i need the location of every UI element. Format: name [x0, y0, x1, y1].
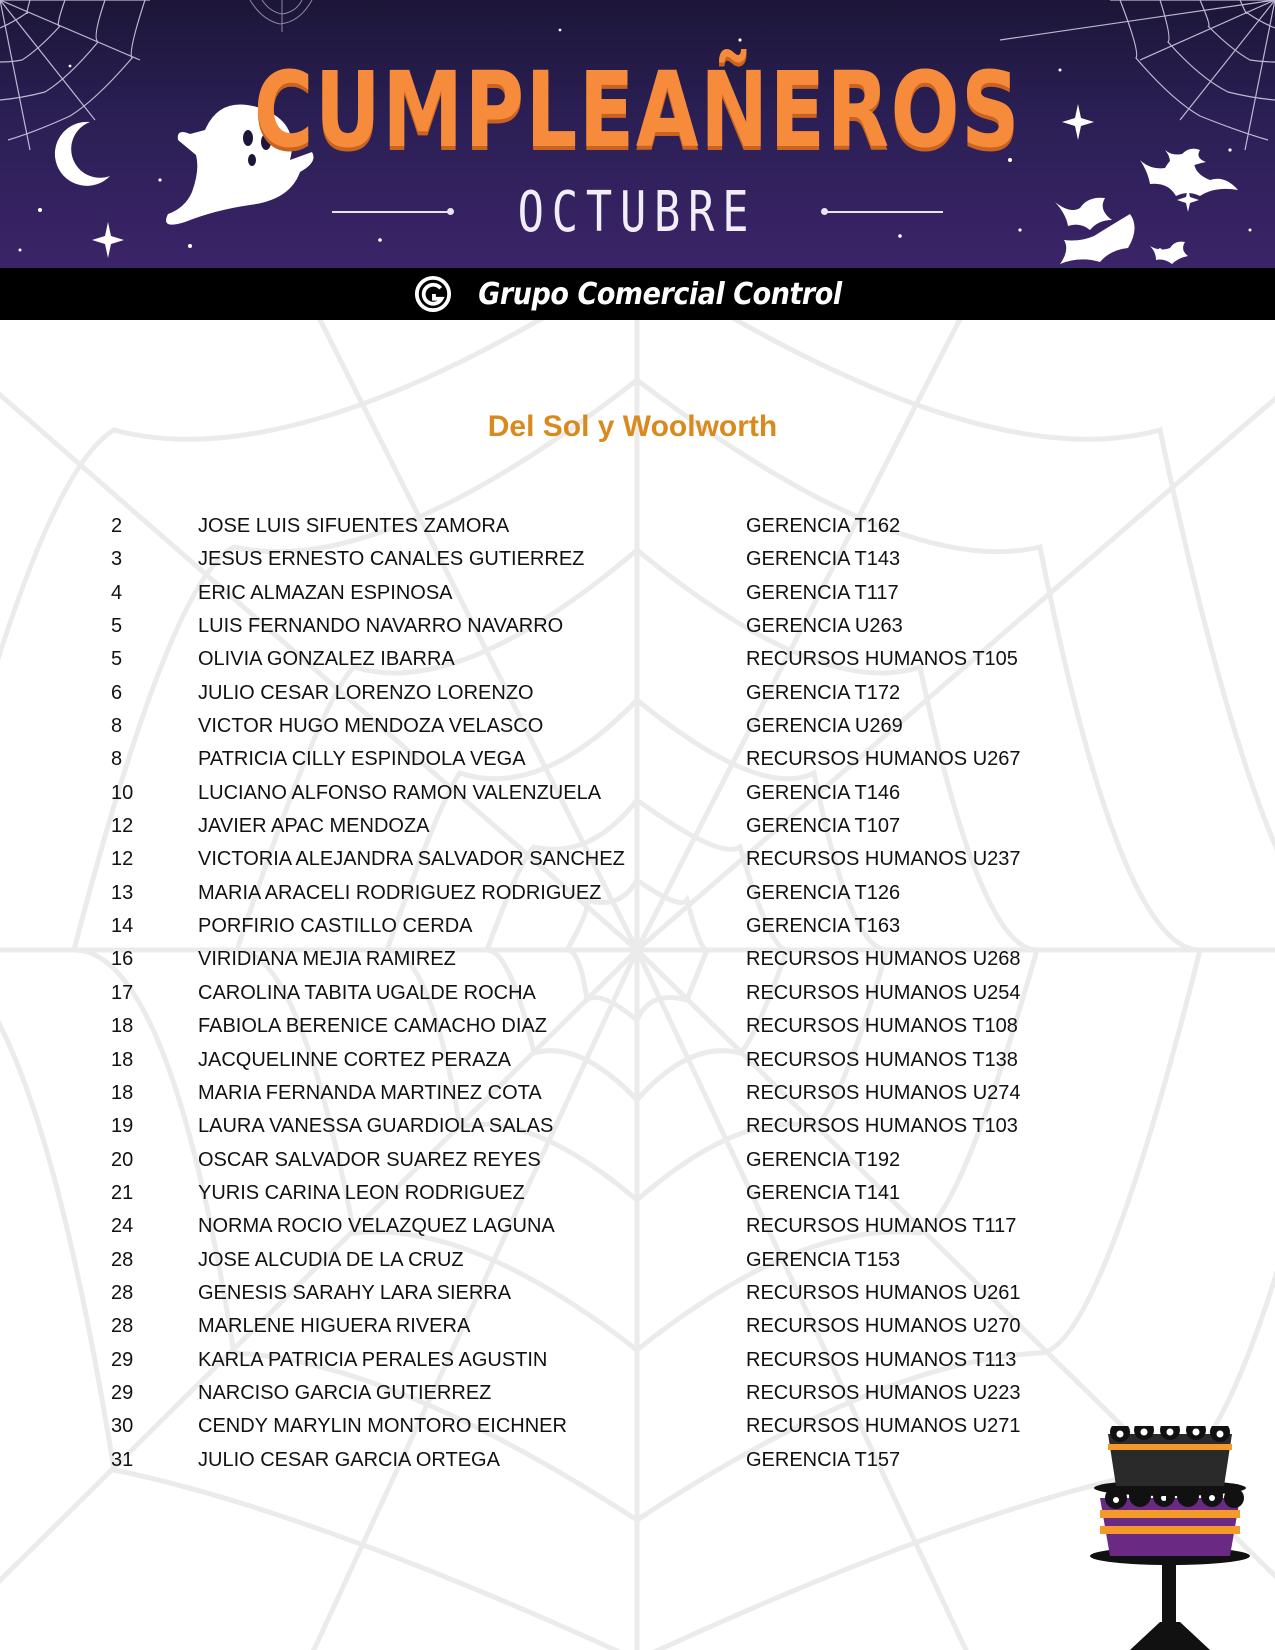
birthday-day: 18 — [111, 1048, 134, 1071]
birthday-row — [0, 877, 1275, 910]
birthday-day: 29 — [111, 1348, 134, 1371]
birthday-row — [0, 777, 1275, 810]
birthday-row — [0, 1310, 1275, 1343]
moon-icon — [55, 122, 110, 186]
department: RECURSOS HUMANOS U237 — [746, 848, 1021, 871]
birthday-day: 20 — [111, 1148, 134, 1171]
birthday-row — [0, 743, 1275, 776]
employee-name: JESUS ERNESTO CANALES GUTIERREZ — [198, 548, 585, 571]
birthday-row — [0, 1410, 1275, 1443]
department: GERENCIA T163 — [746, 915, 901, 938]
department: RECURSOS HUMANOS U254 — [746, 981, 1021, 1004]
banner-subtitle: OCTUBRE — [518, 179, 757, 245]
banner-title: CUMPLEAÑEROS — [253, 49, 1022, 171]
employee-name: KARLA PATRICIA PERALES AGUSTIN — [198, 1348, 548, 1371]
department: GERENCIA T153 — [746, 1248, 901, 1271]
department: RECURSOS HUMANOS T113 — [746, 1348, 1017, 1371]
birthday-day: 5 — [111, 615, 123, 638]
birthday-day: 4 — [111, 581, 123, 604]
employee-name: JULIO CESAR GARCIA ORTEGA — [198, 1448, 500, 1471]
birthday-day: 10 — [111, 781, 134, 804]
birthday-row — [0, 510, 1275, 543]
birthday-day: 19 — [111, 1115, 134, 1138]
birthday-row — [0, 1377, 1275, 1410]
birthday-row — [0, 1244, 1275, 1277]
employee-name: OSCAR SALVADOR SUAREZ REYES — [198, 1148, 541, 1171]
employee-name: JULIO CESAR LORENZO LORENZO — [198, 681, 534, 704]
birthday-row — [0, 610, 1275, 643]
divider-line — [825, 211, 943, 213]
employee-name: MARIA ARACELI RODRIGUEZ RODRIGUEZ — [198, 881, 602, 904]
birthday-day: 3 — [111, 548, 123, 571]
department: GERENCIA T107 — [746, 815, 901, 838]
birthday-day: 31 — [111, 1448, 134, 1471]
birthday-day: 14 — [111, 915, 134, 938]
birthday-row — [0, 543, 1275, 576]
birthday-day: 2 — [111, 515, 123, 537]
birthday-day: 30 — [111, 1415, 134, 1438]
employee-name: JAVIER APAC MENDOZA — [198, 815, 430, 838]
birthday-day: 6 — [111, 681, 123, 704]
birthday-day: 21 — [111, 1181, 134, 1204]
birthday-day: 16 — [111, 948, 134, 971]
cake-stand-icon — [1090, 1426, 1260, 1650]
department: RECURSOS HUMANOS U271 — [746, 1415, 1021, 1438]
employee-name: PATRICIA CILLY ESPINDOLA VEGA — [198, 748, 526, 771]
birthday-day: 28 — [111, 1315, 134, 1338]
birthday-row — [0, 577, 1275, 610]
department: RECURSOS HUMANOS U274 — [746, 1081, 1021, 1104]
birthday-row — [0, 710, 1275, 743]
department: GERENCIA T126 — [746, 881, 901, 904]
section-title: Del Sol y Woolworth — [487, 410, 778, 443]
department: GERENCIA T192 — [746, 1148, 901, 1171]
department: GERENCIA T141 — [746, 1181, 901, 1204]
employee-name: MARLENE HIGUERA RIVERA — [198, 1315, 471, 1338]
birthday-row — [0, 1110, 1275, 1143]
employee-name: LUIS FERNANDO NAVARRO NAVARRO — [198, 615, 564, 638]
birthday-list — [0, 510, 1275, 1477]
department: RECURSOS HUMANOS T105 — [746, 648, 1018, 671]
employee-name: YURIS CARINA LEON RODRIGUEZ — [198, 1181, 525, 1204]
grupo-control-logo-icon — [414, 275, 452, 313]
employee-name: LAURA VANESSA GUARDIOLA SALAS — [198, 1115, 554, 1138]
employee-name: LUCIANO ALFONSO RAMON VALENZUELA — [198, 781, 602, 804]
birthday-day: 12 — [111, 848, 134, 871]
birthday-day: 29 — [111, 1381, 134, 1404]
department: RECURSOS HUMANOS U267 — [746, 748, 1021, 771]
employee-name: VICTOR HUGO MENDOZA VELASCO — [198, 715, 544, 738]
department: GERENCIA T172 — [746, 681, 901, 704]
department: RECURSOS HUMANOS T103 — [746, 1115, 1018, 1138]
employee-name: GENESIS SARAHY LARA SIERRA — [198, 1281, 512, 1304]
birthday-row — [0, 1177, 1275, 1210]
birthday-row — [0, 1144, 1275, 1177]
birthday-day: 18 — [111, 1081, 134, 1104]
birthday-row — [0, 810, 1275, 843]
header-banner — [0, 0, 1275, 268]
department: RECURSOS HUMANOS T108 — [746, 1015, 1018, 1038]
birthday-row — [0, 1444, 1275, 1477]
department: RECURSOS HUMANOS U270 — [746, 1315, 1021, 1338]
employee-name: VIRIDIANA MEJIA RAMIREZ — [198, 948, 456, 971]
banner-subtitle-row — [0, 179, 1275, 245]
employee-name: FABIOLA BERENICE CAMACHO DIAZ — [198, 1015, 547, 1038]
department: RECURSOS HUMANOS U268 — [746, 948, 1021, 971]
birthday-row — [0, 977, 1275, 1010]
department: RECURSOS HUMANOS U261 — [746, 1281, 1021, 1304]
department: GERENCIA T162 — [746, 515, 901, 537]
employee-name: NORMA ROCIO VELAZQUEZ LAGUNA — [198, 1215, 555, 1238]
department: GERENCIA T117 — [746, 581, 899, 604]
birthday-day: 28 — [111, 1281, 134, 1304]
birthday-day: 5 — [111, 648, 123, 671]
employee-name: OLIVIA GONZALEZ IBARRA — [198, 648, 455, 671]
employee-name: CAROLINA TABITA UGALDE ROCHA — [198, 981, 536, 1004]
brand-name: Grupo Comercial Control — [477, 276, 842, 312]
department: GERENCIA T157 — [746, 1448, 901, 1471]
department: GERENCIA U269 — [746, 715, 903, 738]
birthday-row — [0, 910, 1275, 943]
employee-name: ERIC ALMAZAN ESPINOSA — [198, 581, 453, 604]
employee-name: MARIA FERNANDA MARTINEZ COTA — [198, 1081, 542, 1104]
birthday-day: 8 — [111, 748, 123, 771]
birthday-row — [0, 1044, 1275, 1077]
birthday-row — [0, 1010, 1275, 1043]
department: RECURSOS HUMANOS T138 — [746, 1048, 1018, 1071]
department: RECURSOS HUMANOS T117 — [746, 1215, 1017, 1238]
birthday-day: 24 — [111, 1215, 134, 1238]
brand-bar — [0, 268, 1275, 320]
department: GERENCIA T146 — [746, 781, 901, 804]
divider-line — [332, 211, 450, 213]
birthday-day: 17 — [111, 981, 134, 1004]
birthday-row — [0, 677, 1275, 710]
birthday-row — [0, 1077, 1275, 1110]
birthday-row — [0, 843, 1275, 876]
department: RECURSOS HUMANOS U223 — [746, 1381, 1021, 1404]
birthday-row — [0, 643, 1275, 676]
employee-name: PORFIRIO CASTILLO CERDA — [198, 915, 473, 938]
birthday-row — [0, 1277, 1275, 1310]
employee-name: JOSE LUIS SIFUENTES ZAMORA — [198, 515, 510, 537]
birthday-day: 28 — [111, 1248, 134, 1271]
birthday-day: 18 — [111, 1015, 134, 1038]
department: GERENCIA T143 — [746, 548, 901, 571]
birthday-row — [0, 943, 1275, 976]
birthday-day: 13 — [111, 881, 134, 904]
employee-name: NARCISO GARCIA GUTIERREZ — [198, 1381, 492, 1404]
birthday-row — [0, 1344, 1275, 1377]
birthday-day: 12 — [111, 815, 134, 838]
birthday-day: 8 — [111, 715, 123, 738]
employee-name: CENDY MARYLIN MONTORO EICHNER — [198, 1415, 567, 1438]
employee-name: JOSE ALCUDIA DE LA CRUZ — [198, 1248, 464, 1271]
department: GERENCIA U263 — [746, 615, 903, 638]
birthday-row — [0, 1210, 1275, 1243]
employee-name: JACQUELINNE CORTEZ PERAZA — [198, 1048, 512, 1071]
employee-name: VICTORIA ALEJANDRA SALVADOR SANCHEZ — [198, 848, 625, 871]
